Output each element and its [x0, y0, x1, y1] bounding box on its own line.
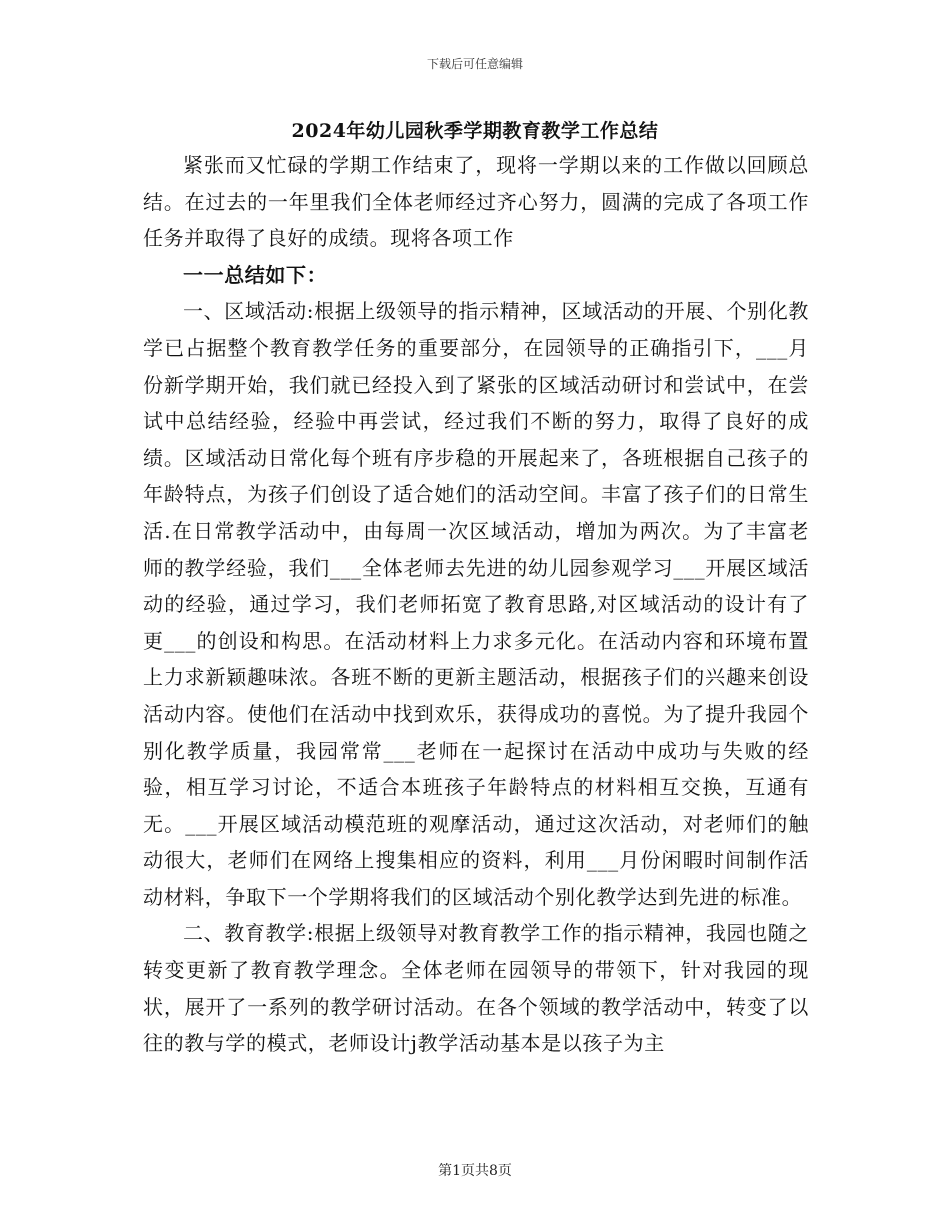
section-regional-activities: 一、区域活动:根据上级领导的指示精神，区域活动的开展、个别化教学已占据整个教育教学任务的重要部分，在园领导的正确指引下，___月份新学期开始，我们就已经投入到了紧张的区域活动研讨和尝试中，在尝试中总结经验，经验中再尝试，经过我们不断的努力，取得了良好的成绩。区域活动日常化每个班有序步稳的开展起来了，各班根据自己孩子的年龄特点，为孩子们创设了适合她们的活动空间。丰富了孩子们的日常生活.在日常教学活动中，由每周一次区域活动，增加为两次。为了丰富老师的教学经验，我们___全体老师去先进的幼儿园参观学习___开展区域活动的经验，通过学习，我们老师拓宽了教育思路,对区域活动的设计有了更___的创设和构思。在活动材料上力求多元化。在活动内容和环境布置上力求新颖趣味浓。各班不断的更新主题活动，根据孩子们的兴趣来创设活动内容。使他们在活动中找到欢乐，获得成功的喜悦。为了提升我园个别化教学质量，我园常常___老师在一起探讨在活动中成功与失败的经验，相互学习讨论，不适合本班孩子年龄特点的材料相互交换，互通有无。___开展区域活动模范班的观摩活动，通过这次活动，对老师们的触动很大，老师们在网络上搜集相应的资料，利用___月份闲暇时间制作活动材料，争取下一个学期将我们的区域活动个别化教学达到先进的标准。	[143, 299, 809, 909]
header-note: 下载后可任意编辑	[426, 57, 523, 71]
page-footer: 第1页共8页	[438, 1163, 512, 1179]
document-title: 2024年幼儿园秋季学期教育教学工作总结	[291, 120, 659, 142]
document-body	[143, 147, 809, 1062]
summary-subheading: 一一总结如下：	[183, 262, 328, 287]
section-education-teaching: 二、教育教学:根据上级领导对教育教学工作的指示精神，我园也随之转变更新了教育教学理念。全体老师在园领导的带领下，针对我园的现状，展开了一系列的教学研讨活动。在各个领域的教学活动中，转变了以往的教与学的模式，老师设计j教学活动基本是以孩子为主	[143, 921, 809, 1056]
intro-paragraph: 紧张而又忙碌的学期工作结束了，现将一学期以来的工作做以回顾总结。在过去的一年里我们全体老师经过齐心努力，圆满的完成了各项工作任务并取得了良好的成绩。现将各项工作	[143, 153, 809, 251]
